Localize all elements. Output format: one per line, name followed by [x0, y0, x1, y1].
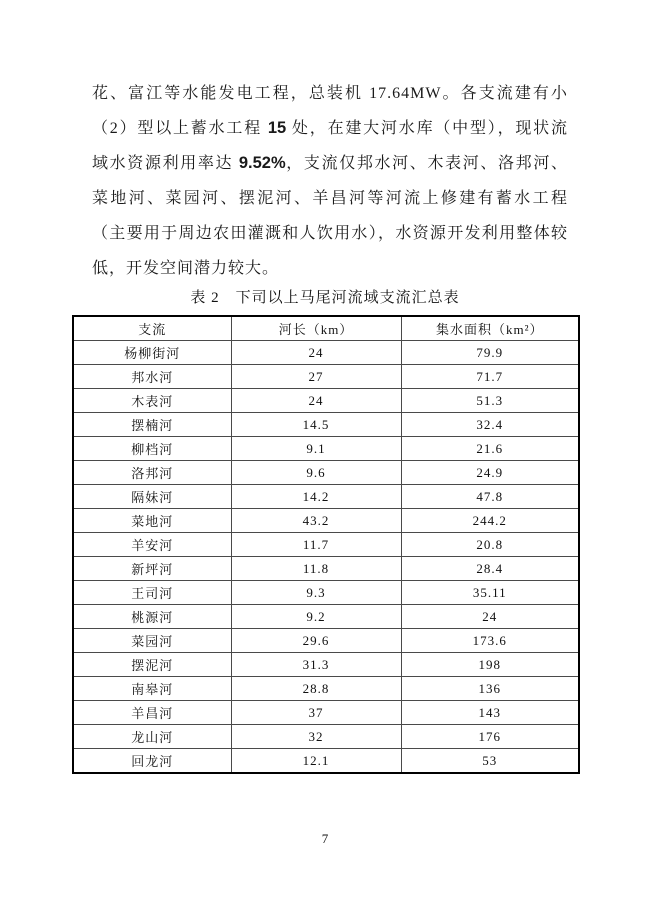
table-cell: 20.8 — [401, 533, 579, 557]
tributary-summary-table — [72, 315, 580, 774]
table-row — [73, 341, 579, 365]
column-header-catchment-area: 集水面积（km²） — [401, 316, 579, 341]
table-cell: 27 — [231, 365, 401, 389]
table-cell: 11.7 — [231, 533, 401, 557]
table-row — [73, 413, 579, 437]
table-cell: 32.4 — [401, 413, 579, 437]
table-cell: 9.3 — [231, 581, 401, 605]
table-cell: 羊昌河 — [73, 701, 231, 725]
table-cell: 35.11 — [401, 581, 579, 605]
table-cell: 木表河 — [73, 389, 231, 413]
table-cell: 31.3 — [231, 653, 401, 677]
table-cell: 王司河 — [73, 581, 231, 605]
table-cell: 12.1 — [231, 749, 401, 774]
table-cell: 南皋河 — [73, 677, 231, 701]
table-row — [73, 485, 579, 509]
text-segment: 花、富江等水能发电工程，总装机 17.64MW。各支流建有小 — [92, 85, 568, 102]
paragraph-line — [92, 181, 568, 216]
table-row — [73, 557, 579, 581]
column-header-tributary: 支流 — [73, 316, 231, 341]
table-row — [73, 653, 579, 677]
table-row — [73, 437, 579, 461]
table-row — [73, 725, 579, 749]
table-row — [73, 389, 579, 413]
table-cell: 143 — [401, 701, 579, 725]
table-cell: 柳档河 — [73, 437, 231, 461]
table-row — [73, 629, 579, 653]
table-cell: 37 — [231, 701, 401, 725]
table-cell: 龙山河 — [73, 725, 231, 749]
table-cell: 198 — [401, 653, 579, 677]
table-row — [73, 509, 579, 533]
table-row — [73, 533, 579, 557]
table-header-row — [73, 316, 579, 341]
text-segment: ，支流仅邦水河、木表河、洛邦河、 — [285, 155, 568, 172]
table-row — [73, 461, 579, 485]
table-cell: 244.2 — [401, 509, 579, 533]
table-cell: 176 — [401, 725, 579, 749]
table-cell: 羊安河 — [73, 533, 231, 557]
table-cell: 9.6 — [231, 461, 401, 485]
table-caption: 表 2 下司以上马尾河流域支流汇总表 — [190, 290, 460, 306]
paragraph-line — [92, 146, 568, 181]
table-cell: 28.8 — [231, 677, 401, 701]
table-cell: 摆泥河 — [73, 653, 231, 677]
table-cell: 9.1 — [231, 437, 401, 461]
page-number: 7 — [321, 831, 329, 846]
table-row — [73, 701, 579, 725]
text-segment: （主要用于周边农田灌溉和人饮用水），水资源开发利用整体较 — [92, 225, 568, 242]
table-cell: 173.6 — [401, 629, 579, 653]
text-segment: 域水资源利用率达 — [92, 155, 239, 172]
table-row — [73, 581, 579, 605]
table-cell: 29.6 — [231, 629, 401, 653]
table-cell: 24 — [231, 389, 401, 413]
paragraph-line — [92, 216, 568, 251]
table-cell: 11.8 — [231, 557, 401, 581]
highlighted-number: 15 — [267, 119, 287, 137]
table-cell: 47.8 — [401, 485, 579, 509]
table-cell: 洛邦河 — [73, 461, 231, 485]
text-segment: 低，开发空间潜力较大。 — [92, 260, 280, 277]
table-cell: 隔妹河 — [73, 485, 231, 509]
table-row — [73, 365, 579, 389]
table-cell: 79.9 — [401, 341, 579, 365]
table-cell: 24.9 — [401, 461, 579, 485]
table-cell: 21.6 — [401, 437, 579, 461]
table-cell: 24 — [231, 341, 401, 365]
body-paragraph — [92, 76, 568, 286]
table-row — [73, 677, 579, 701]
table-cell: 43.2 — [231, 509, 401, 533]
table-cell: 51.3 — [401, 389, 579, 413]
paragraph-line — [92, 111, 568, 146]
table-cell: 9.2 — [231, 605, 401, 629]
table-cell: 菜园河 — [73, 629, 231, 653]
table-cell: 桃源河 — [73, 605, 231, 629]
table-cell: 新坪河 — [73, 557, 231, 581]
highlighted-number: 9.52% — [238, 154, 286, 172]
table-cell: 136 — [401, 677, 579, 701]
table-cell: 菜地河 — [73, 509, 231, 533]
table-cell: 71.7 — [401, 365, 579, 389]
table-row — [73, 605, 579, 629]
table-cell: 28.4 — [401, 557, 579, 581]
text-segment: 处，在建大河水库（中型），现状流 — [286, 120, 568, 137]
table-cell: 14.2 — [231, 485, 401, 509]
text-segment: （2）型以上蓄水工程 — [92, 120, 268, 137]
text-segment: 菜地河、菜园河、摆泥河、羊昌河等河流上修建有蓄水工程 — [92, 190, 568, 207]
table-cell: 回龙河 — [73, 749, 231, 774]
table-cell: 24 — [401, 605, 579, 629]
table-cell: 53 — [401, 749, 579, 774]
column-header-river-length: 河长（km） — [231, 316, 401, 341]
table-cell: 14.5 — [231, 413, 401, 437]
table-body — [73, 341, 579, 774]
table-cell: 邦水河 — [73, 365, 231, 389]
table-cell: 32 — [231, 725, 401, 749]
table-row — [73, 749, 579, 774]
table-cell: 摆楠河 — [73, 413, 231, 437]
table-cell: 杨柳街河 — [73, 341, 231, 365]
paragraph-line — [92, 76, 568, 111]
paragraph-line — [92, 251, 568, 286]
